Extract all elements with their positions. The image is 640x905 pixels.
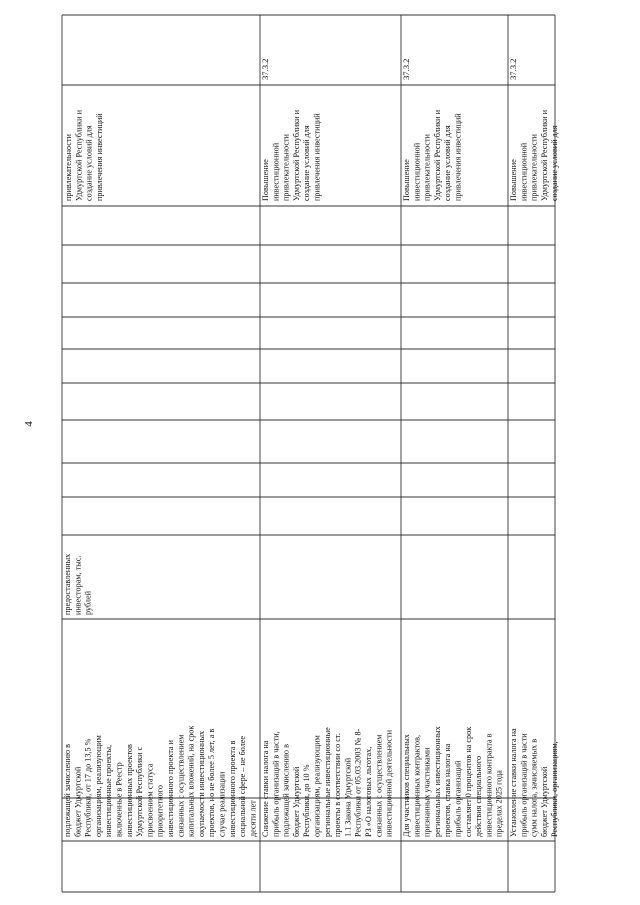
measure-text-row1-line: подлежащей зачислению в xyxy=(63,744,72,837)
indicator-text-row1-line: инвесторам, тыс. xyxy=(73,555,83,615)
table-cells xyxy=(63,59,559,837)
measure-text-row4-line: бюджет Удмуртской xyxy=(539,766,549,837)
goal-text-row4-line: инвестиционной xyxy=(519,142,529,201)
measure-text-row1-line: инвестиционного проекта и xyxy=(166,740,175,837)
measure-text-row2-line: Снижение ставки налога на xyxy=(261,740,270,837)
measure-text-row3-line: прибыль организаций xyxy=(453,760,463,837)
goal-text-row4 xyxy=(509,109,559,201)
goal-text-row1-line: привлекательности xyxy=(64,134,73,201)
measure-text-row2-line: бюджет Удмуртской xyxy=(291,766,301,837)
measure-text-row1-line: десяти лет xyxy=(248,800,258,837)
measure-text-row4-line: Установление ставки налога на xyxy=(509,728,518,837)
measure-text-row1-line: связанных с осуществлением xyxy=(176,734,186,837)
program-code-row3 xyxy=(401,59,411,80)
goal-text-row3-line: Удмуртской Республики и xyxy=(432,110,442,201)
goal-text-row4-line: создание условий для xyxy=(550,125,560,201)
measure-text-row2 xyxy=(261,727,394,837)
measure-text-row1-line: включенные в Реестр xyxy=(114,762,124,837)
measure-text-row1-line: организациям, реализующим xyxy=(93,735,103,837)
measure-text-row1-line: Удмуртской Республики с xyxy=(135,746,145,837)
goal-text-row2-line: Повышение xyxy=(261,159,270,201)
goal-text-row4-line: Удмуртской Республики и xyxy=(539,110,549,201)
measure-text-row4-line: сумм налога, зачисляемых в xyxy=(529,738,539,837)
measure-text-row2-line: Республики, до 10 % xyxy=(302,764,312,837)
measure-text-row3-line: инвестиционных контрактов, xyxy=(412,734,422,837)
measure-text-row1-line: инвестиционного проекта в xyxy=(227,740,237,837)
measure-text-row3-line: пределах 2025 года xyxy=(494,770,504,837)
goal-text-row4-line: привлекательности xyxy=(529,134,539,201)
program-code-row2 xyxy=(260,59,270,80)
goal-text-row2-line: Удмуртской Республики и xyxy=(291,110,301,201)
measure-text-row1-line: проектов, но не более 5 лет, а в xyxy=(207,728,217,837)
goal-text-row3-line: инвестиционной xyxy=(412,142,422,201)
measure-text-row3-line: инвестиционного контракта в xyxy=(484,733,494,837)
goal-text-row3-line: создание условий для xyxy=(443,125,453,201)
measure-text-row4-line: Республики, организациям, xyxy=(550,741,560,837)
measure-text-row2-line: организациям, реализующим xyxy=(312,735,322,837)
measure-text-row2-line: инвестиционной деятельности xyxy=(384,729,394,837)
measure-text-row2-line: 1.1 Закона Удмуртской xyxy=(343,757,353,837)
measure-text-row2-line: проекты в соответствии со ст. xyxy=(333,733,343,837)
measure-text-row3-line: составляет 0 процентов на срок xyxy=(463,726,473,837)
measure-text-row1-line: приоритетного xyxy=(155,785,165,837)
measure-text-row3-line: признанных участниками xyxy=(422,747,432,837)
measure-text-row4-line: прибыль организаций в части xyxy=(519,733,529,837)
measure-text-row2-line: связанных с осуществлением xyxy=(374,734,384,837)
measure-text-row1-line: бюджет Удмуртской xyxy=(73,766,83,837)
goal-text-row2-line: привлечения инвестиций xyxy=(312,113,322,201)
goal-text-row2-line: инвестиционной xyxy=(271,142,281,201)
page-number: 4 xyxy=(22,421,35,427)
indicator-text-row1-line: рублей xyxy=(83,590,93,615)
measure-text-row2-line: прибыль организаций в части, xyxy=(271,731,281,837)
measure-text-row1 xyxy=(63,726,257,837)
measure-text-row2-line: Республики от 05.03.2003 № 8- xyxy=(353,728,363,837)
indicator-text-row1 xyxy=(63,554,93,615)
goal-text-row1 xyxy=(64,109,104,201)
program-code-row3-line: 37.3.2 xyxy=(401,58,411,80)
program-code-row4-line: 37.3.2 xyxy=(508,58,518,80)
measure-text-row1-line: присвоением статуса xyxy=(145,763,155,837)
measure-text-row3-line: Для участников специальных xyxy=(402,734,411,837)
measure-text-row1-line: социальной сфере – не более xyxy=(238,735,248,837)
goal-text-row4-line: Повышение xyxy=(509,159,518,201)
goal-text-row3 xyxy=(402,109,463,201)
rotated-table xyxy=(62,15,560,892)
measure-text-row1-line: Республики, от 17 до 13,5 % xyxy=(83,738,93,837)
program-code-row2-line: 37.3.2 xyxy=(260,58,270,80)
goal-text-row2-line: создание условий для xyxy=(302,125,312,201)
measure-text-row2-line: РЗ «О налоговых льготах, xyxy=(364,746,373,837)
program-code-row4 xyxy=(508,59,518,80)
goal-text-row1-line: Удмуртской Республики и xyxy=(74,110,84,201)
goal-text-row3-line: Повышение xyxy=(402,159,411,201)
measure-text-row1-line: окупаемости инвестиционных xyxy=(196,730,206,837)
measure-text-row3-line: действия специального xyxy=(474,755,484,837)
measure-text-row1-line: инвестиционные проекты, xyxy=(104,744,114,837)
measure-text-row1-line: капитальных вложений, на срок xyxy=(186,725,196,837)
goal-text-row2 xyxy=(261,109,322,201)
goal-text-row1-line: создание условий для xyxy=(84,125,94,201)
measure-text-row2-line: подлежащей зачислению в xyxy=(281,744,291,837)
measure-text-row1-line: случае реализации xyxy=(217,771,227,837)
indicator-text-row1-line: предоставленных xyxy=(63,553,72,615)
measure-text-row3-line: проектов, ставка налога на xyxy=(443,743,453,837)
measure-text-row2-line: региональные инвестиционные xyxy=(322,727,332,837)
goal-text-row1-line: привлечения инвестиций xyxy=(94,113,104,201)
measure-text-row3 xyxy=(402,726,504,837)
measure-text-row4 xyxy=(509,728,559,837)
goal-text-row2-line: привлекательности xyxy=(281,134,291,201)
goal-text-row3-line: привлекательности xyxy=(422,134,432,201)
measure-text-row3-line: региональных инвестиционных xyxy=(432,726,442,837)
goal-text-row3-line: привлечения инвестиций xyxy=(453,113,463,201)
measure-text-row1-line: инвестиционных проектов xyxy=(124,744,134,837)
